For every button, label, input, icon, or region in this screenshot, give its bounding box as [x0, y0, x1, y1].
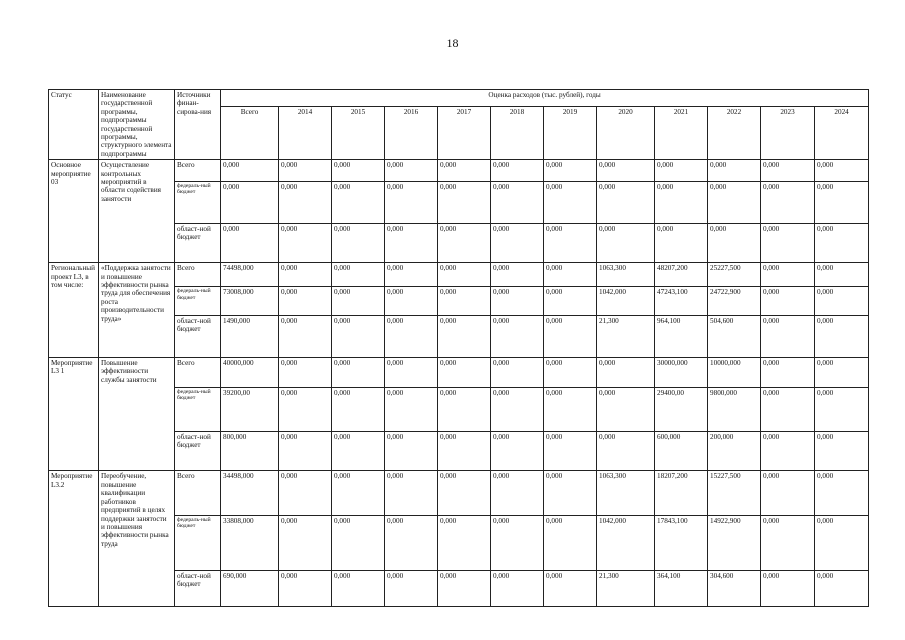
value-cell: 0,000 [438, 223, 491, 263]
header-year-cell: 2024 [815, 107, 869, 160]
value-cell: 0,000 [279, 181, 332, 223]
value-cell: 0,000 [221, 160, 279, 182]
value-cell: 0,000 [279, 357, 332, 387]
program-name-cell: «Поддержка занятости и повышение эффективности рынка труда для обеспечения роста производительности труда» [99, 263, 175, 358]
value-cell: 0,000 [332, 263, 385, 287]
value-cell: 0,000 [491, 223, 544, 263]
value-cell: 0,000 [279, 287, 332, 316]
value-cell: 0,000 [761, 287, 815, 316]
funding-source-cell: област-ной бюджет [175, 223, 221, 263]
value-cell: 0,000 [597, 181, 655, 223]
value-cell: 0,000 [438, 387, 491, 431]
header-source: Источники финан-сирова-ния [175, 90, 221, 160]
value-cell: 14922,900 [708, 515, 761, 570]
value-cell: 0,000 [491, 181, 544, 223]
value-cell: 0,000 [332, 471, 385, 515]
value-cell: 30000,000 [655, 357, 708, 387]
value-cell: 0,000 [815, 431, 869, 471]
value-cell: 0,000 [491, 387, 544, 431]
value-cell: 0,000 [761, 223, 815, 263]
value-cell: 15227,500 [708, 471, 761, 515]
funding-source-cell: Всего [175, 263, 221, 287]
header-cost-title: Оценка расходов (тыс. рублей), годы [221, 90, 869, 107]
value-cell: 18207,200 [655, 471, 708, 515]
value-cell: 0,000 [279, 515, 332, 570]
value-cell: 0,000 [332, 431, 385, 471]
value-cell: 0,000 [761, 263, 815, 287]
value-cell: 1490,000 [221, 315, 279, 357]
value-cell: 24722,900 [708, 287, 761, 316]
value-cell: 364,100 [655, 570, 708, 606]
value-cell: 73008,000 [221, 287, 279, 316]
value-cell: 0,000 [491, 431, 544, 471]
value-cell: 0,000 [597, 387, 655, 431]
header-year-cell: 2020 [597, 107, 655, 160]
value-cell: 0,000 [438, 471, 491, 515]
value-cell: 0,000 [491, 287, 544, 316]
value-cell: 0,000 [279, 263, 332, 287]
table-row [49, 263, 869, 287]
value-cell: 0,000 [815, 181, 869, 223]
value-cell: 0,000 [655, 181, 708, 223]
value-cell: 0,000 [279, 387, 332, 431]
value-cell: 0,000 [221, 223, 279, 263]
value-cell: 0,000 [385, 515, 438, 570]
value-cell: 33808,000 [221, 515, 279, 570]
value-cell: 0,000 [332, 570, 385, 606]
value-cell: 0,000 [385, 181, 438, 223]
value-cell: 0,000 [544, 387, 597, 431]
header-year-cell: 2019 [544, 107, 597, 160]
status-cell: Региональный проект L3, в том числе: [49, 263, 99, 358]
value-cell: 0,000 [655, 223, 708, 263]
value-cell: 21,300 [597, 315, 655, 357]
value-cell: 0,000 [279, 315, 332, 357]
value-cell: 0,000 [544, 471, 597, 515]
value-cell: 0,000 [332, 287, 385, 316]
value-cell: 600,000 [655, 431, 708, 471]
value-cell: 0,000 [385, 471, 438, 515]
value-cell: 1042,000 [597, 515, 655, 570]
value-cell: 0,000 [815, 471, 869, 515]
value-cell: 74498,000 [221, 263, 279, 287]
value-cell: 0,000 [544, 263, 597, 287]
value-cell: 0,000 [279, 570, 332, 606]
header-row-1 [49, 90, 869, 107]
value-cell: 0,000 [761, 357, 815, 387]
value-cell: 0,000 [438, 570, 491, 606]
value-cell: 0,000 [279, 223, 332, 263]
value-cell: 21,300 [597, 570, 655, 606]
value-cell: 0,000 [544, 357, 597, 387]
value-cell: 0,000 [544, 315, 597, 357]
funding-source-cell: област-ной бюджет [175, 431, 221, 471]
header-name: Наименование государственной программы, подпрограммы государственной программы, структурного элемента подпрограммы [99, 90, 175, 160]
funding-source-cell: федераль-ный бюджет [175, 181, 221, 223]
funding-source-cell: област-ной бюджет [175, 315, 221, 357]
value-cell: 0,000 [438, 263, 491, 287]
value-cell: 0,000 [491, 515, 544, 570]
value-cell: 0,000 [815, 570, 869, 606]
value-cell: 0,000 [761, 471, 815, 515]
value-cell: 0,000 [815, 315, 869, 357]
value-cell: 0,000 [491, 570, 544, 606]
value-cell: 0,000 [332, 387, 385, 431]
value-cell: 0,000 [438, 431, 491, 471]
table-row [49, 160, 869, 182]
value-cell: 0,000 [655, 160, 708, 182]
program-name-cell: Осуществление контрольных мероприятий в области содействия занятости [99, 160, 175, 263]
value-cell: 0,000 [491, 263, 544, 287]
value-cell: 0,000 [332, 357, 385, 387]
value-cell: 0,000 [221, 181, 279, 223]
header-year-cell: 2018 [491, 107, 544, 160]
header-year-cell: 2023 [761, 107, 815, 160]
header-year-cell: 2016 [385, 107, 438, 160]
header-year-cell: 2021 [655, 107, 708, 160]
value-cell: 0,000 [491, 315, 544, 357]
funding-source-cell: федераль-ный бюджет [175, 387, 221, 431]
funding-source-cell: федераль-ный бюджет [175, 515, 221, 570]
funding-source-cell: област-ной бюджет [175, 570, 221, 606]
value-cell: 47243,100 [655, 287, 708, 316]
header-status: Статус [49, 90, 99, 160]
value-cell: 0,000 [544, 223, 597, 263]
table-row [49, 471, 869, 515]
funding-source-cell: Всего [175, 160, 221, 182]
value-cell: 29400,00 [655, 387, 708, 431]
value-cell: 0,000 [438, 287, 491, 316]
value-cell: 0,000 [544, 181, 597, 223]
value-cell: 0,000 [385, 387, 438, 431]
value-cell: 0,000 [815, 515, 869, 570]
header-year-cell: 2014 [279, 107, 332, 160]
value-cell: 0,000 [815, 160, 869, 182]
value-cell: 0,000 [385, 160, 438, 182]
value-cell: 0,000 [491, 357, 544, 387]
value-cell: 0,000 [761, 570, 815, 606]
value-cell: 0,000 [597, 160, 655, 182]
value-cell: 1063,300 [597, 471, 655, 515]
value-cell: 9800,000 [708, 387, 761, 431]
value-cell: 0,000 [597, 357, 655, 387]
funding-source-cell: федераль-ный бюджет [175, 287, 221, 316]
value-cell: 39200,00 [221, 387, 279, 431]
value-cell: 0,000 [438, 181, 491, 223]
value-cell: 0,000 [385, 570, 438, 606]
value-cell: 0,000 [544, 287, 597, 316]
value-cell: 0,000 [332, 515, 385, 570]
value-cell: 0,000 [761, 515, 815, 570]
value-cell: 0,000 [332, 223, 385, 263]
funding-source-cell: Всего [175, 471, 221, 515]
value-cell: 40000,000 [221, 357, 279, 387]
value-cell: 200,000 [708, 431, 761, 471]
value-cell: 1063,300 [597, 263, 655, 287]
value-cell: 0,000 [815, 387, 869, 431]
value-cell: 0,000 [544, 160, 597, 182]
header-year-cell: 2017 [438, 107, 491, 160]
value-cell: 0,000 [761, 181, 815, 223]
budget-table [48, 89, 869, 607]
value-cell: 0,000 [761, 431, 815, 471]
value-cell: 17843,100 [655, 515, 708, 570]
header-year-cell: Всего [221, 107, 279, 160]
header-year-cell: 2022 [708, 107, 761, 160]
value-cell: 25227,500 [708, 263, 761, 287]
value-cell: 0,000 [597, 431, 655, 471]
value-cell: 0,000 [815, 357, 869, 387]
value-cell: 0,000 [491, 160, 544, 182]
value-cell: 0,000 [544, 431, 597, 471]
value-cell: 0,000 [438, 357, 491, 387]
value-cell: 964,100 [655, 315, 708, 357]
value-cell: 0,000 [708, 181, 761, 223]
status-cell: Мероприятие L3 1 [49, 357, 99, 471]
value-cell: 690,000 [221, 570, 279, 606]
program-name-cell: Переобучение, повышение квалификации работников предприятий в целях поддержки занятости и повышения эффективности рынка труда [99, 471, 175, 606]
value-cell: 0,000 [491, 471, 544, 515]
value-cell: 0,000 [279, 160, 332, 182]
value-cell: 0,000 [332, 315, 385, 357]
value-cell: 304,600 [708, 570, 761, 606]
value-cell: 1042,000 [597, 287, 655, 316]
value-cell: 0,000 [385, 357, 438, 387]
value-cell: 0,000 [385, 287, 438, 316]
value-cell: 0,000 [815, 287, 869, 316]
value-cell: 48207,200 [655, 263, 708, 287]
value-cell: 0,000 [544, 515, 597, 570]
value-cell: 0,000 [385, 431, 438, 471]
table-row [49, 357, 869, 387]
status-cell: Мероприятие L3.2 [49, 471, 99, 606]
value-cell: 504,600 [708, 315, 761, 357]
value-cell: 0,000 [761, 160, 815, 182]
value-cell: 0,000 [597, 223, 655, 263]
funding-source-cell: Всего [175, 357, 221, 387]
status-cell: Основное мероприятие 03 [49, 160, 99, 263]
value-cell: 0,000 [279, 471, 332, 515]
value-cell: 0,000 [438, 315, 491, 357]
value-cell: 0,000 [279, 431, 332, 471]
value-cell: 0,000 [385, 223, 438, 263]
page-number: 18 [446, 36, 459, 50]
program-name-cell: Повышение эффективности службы занятости [99, 357, 175, 471]
value-cell: 0,000 [385, 315, 438, 357]
value-cell: 34498,000 [221, 471, 279, 515]
value-cell: 0,000 [438, 160, 491, 182]
value-cell: 0,000 [544, 570, 597, 606]
value-cell: 0,000 [332, 160, 385, 182]
value-cell: 0,000 [385, 263, 438, 287]
value-cell: 800,000 [221, 431, 279, 471]
value-cell: 0,000 [708, 223, 761, 263]
value-cell: 0,000 [761, 387, 815, 431]
header-year-cell: 2015 [332, 107, 385, 160]
value-cell: 0,000 [815, 223, 869, 263]
value-cell: 0,000 [332, 181, 385, 223]
value-cell: 0,000 [438, 515, 491, 570]
value-cell: 0,000 [761, 315, 815, 357]
value-cell: 10000,000 [708, 357, 761, 387]
value-cell: 0,000 [815, 263, 869, 287]
value-cell: 0,000 [708, 160, 761, 182]
